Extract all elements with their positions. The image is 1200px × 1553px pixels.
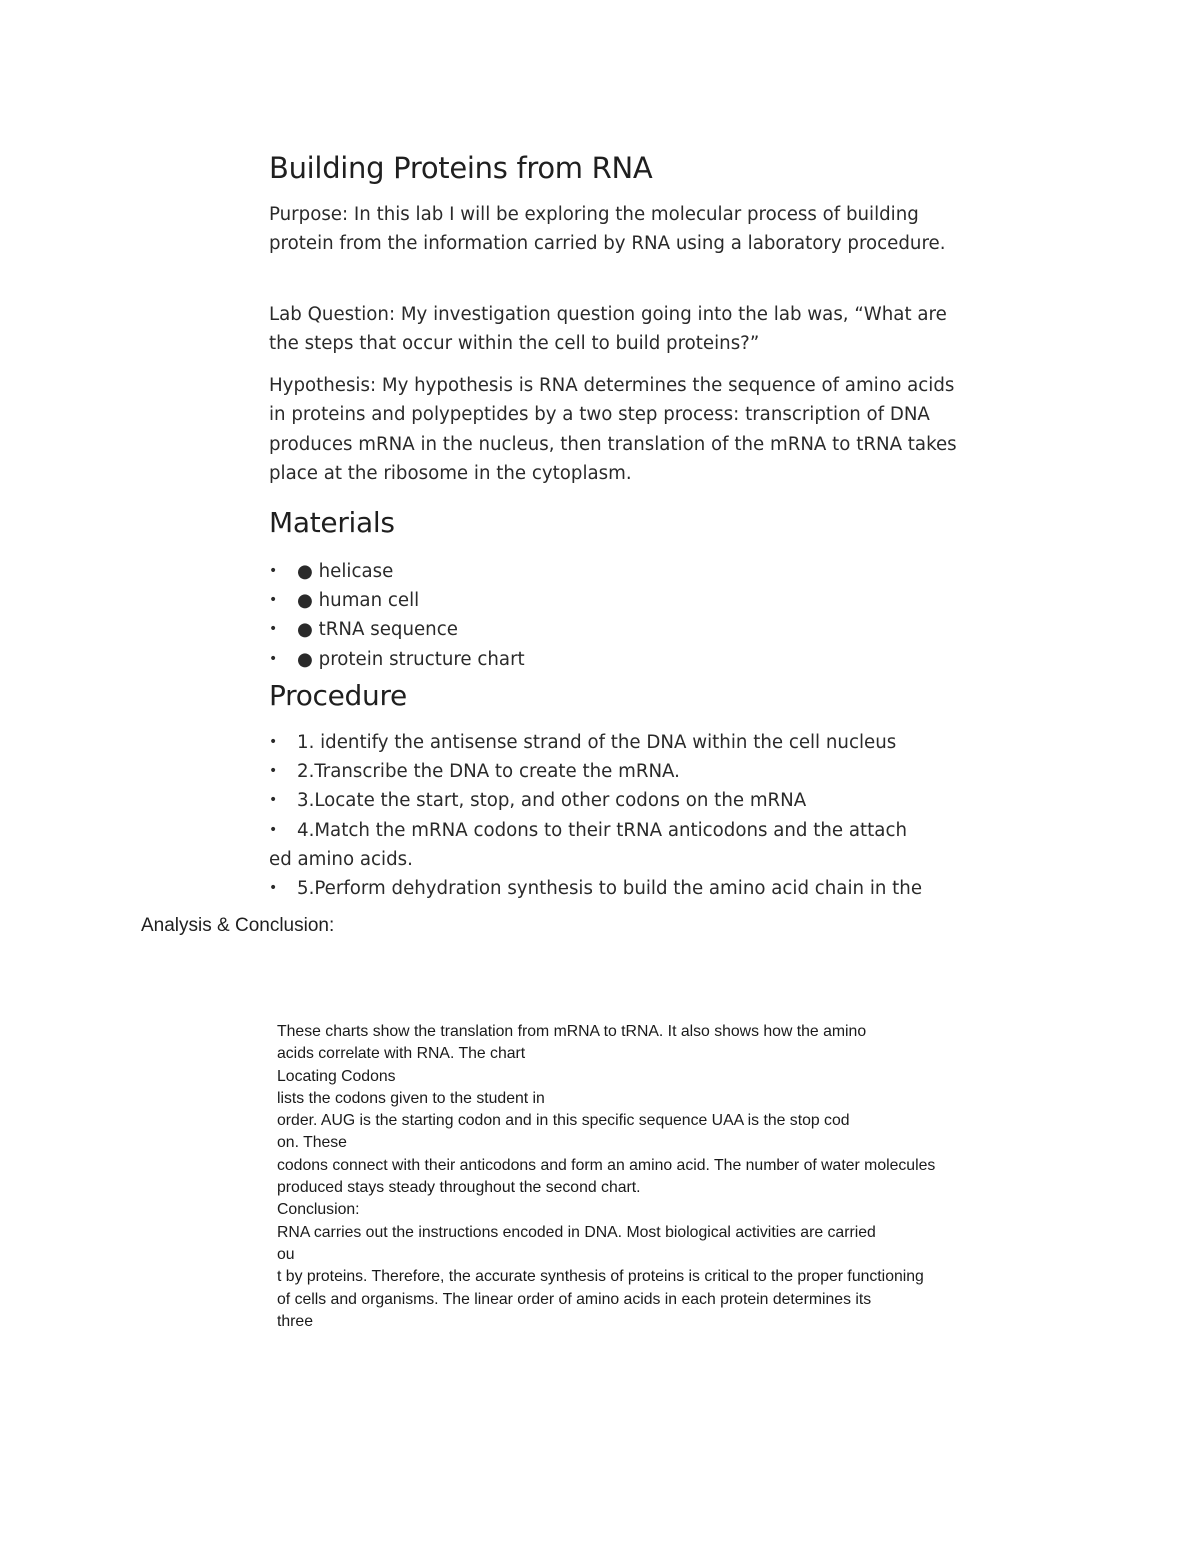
list-item [269,874,969,903]
procedure-step: 2.Transcribe the DNA to create the mRNA. [297,761,680,783]
analysis-line: of cells and organisms. The linear order of amino acids in each protein determines its [277,1290,872,1308]
material-label: ● human cell [297,590,420,612]
bullet-icon: • [269,592,278,609]
bullet-icon: • [269,821,278,838]
analysis-line: Conclusion: [277,1201,360,1219]
analysis-line: t by proteins. Therefore, the accurate synthesis of proteins is critical to the proper functioning [277,1268,924,1286]
analysis-line: order. AUG is the starting codon and in this specific sequence UAA is the stop cod [277,1112,850,1130]
analysis-line: Locating Codons [277,1067,396,1085]
procedure-step: 1. identify the antisense strand of the DNA within the cell nucleus [297,732,897,753]
list-item [269,586,969,615]
lab-question-paragraph: Lab Question: My investigation question going into the lab was, “What are the steps that occur within the cell to build proteins?” [269,304,947,355]
analysis-line: produced stays steady throughout the second chart. [277,1179,641,1197]
bullet-icon: • [269,650,278,667]
analysis-line: on. These [277,1134,347,1152]
material-label: ● helicase [297,561,394,582]
list-item [269,615,969,644]
bullet-icon: • [269,763,278,780]
list-item [269,816,969,874]
procedure-list [269,728,969,903]
materials-heading: Materials [269,506,395,539]
list-item [269,757,969,786]
list-item [269,786,969,815]
purpose-paragraph: Purpose: In this lab I will be exploring the molecular process of building protein from the information carried by RNA using a laboratory procedure. [269,204,946,255]
procedure-step: 4.Match the mRNA codons to their tRNA anticodons and the attach [297,819,907,841]
list-item [269,728,969,757]
procedure-step: 3.Locate the start, stop, and other codons on the mRNA [297,790,807,812]
document-title: Building Proteins from RNA [269,151,653,185]
procedure-step: 5.Perform dehydration synthesis to build the amino acid chain in the [297,878,923,900]
analysis-line: three [277,1312,314,1330]
procedure-heading: Procedure [269,679,407,712]
bullet-icon: • [269,792,278,809]
bullet-icon: • [269,563,278,579]
analysis-line: codons connect with their anticodons and form an amino acid. The number of water molecules [277,1156,936,1174]
analysis-line: acids correlate with RNA. The chart [277,1045,526,1063]
bullet-icon: • [269,621,278,638]
analysis-line: RNA carries out the instructions encoded in DNA. Most biological activities are carried [277,1223,876,1241]
bullet-icon: • [269,880,278,897]
list-item [269,557,969,586]
procedure-step-continuation: ed amino acids. [269,848,413,870]
analysis-line: These charts show the translation from mRNA to tRNA. It also shows how the amino [277,1023,867,1040]
analysis-text [277,1021,1037,1333]
material-label: ● protein structure chart [297,648,525,670]
bullet-icon: • [269,734,278,750]
analysis-heading: Analysis & Conclusion: [141,915,335,936]
analysis-line: lists the codons given to the student in [277,1089,545,1107]
material-label: ● tRNA sequence [297,619,458,641]
hypothesis-paragraph: Hypothesis: My hypothesis is RNA determines the sequence of amino acids in proteins and polypeptides by a two step process: transcription of DNA produces mRNA in the nucleus, then translation of the mRNA to tRNA takes place at the ribosome in the cytoplasm. [269,375,957,484]
list-item [269,645,969,674]
analysis-line: ou [277,1245,295,1263]
materials-list [269,557,969,674]
